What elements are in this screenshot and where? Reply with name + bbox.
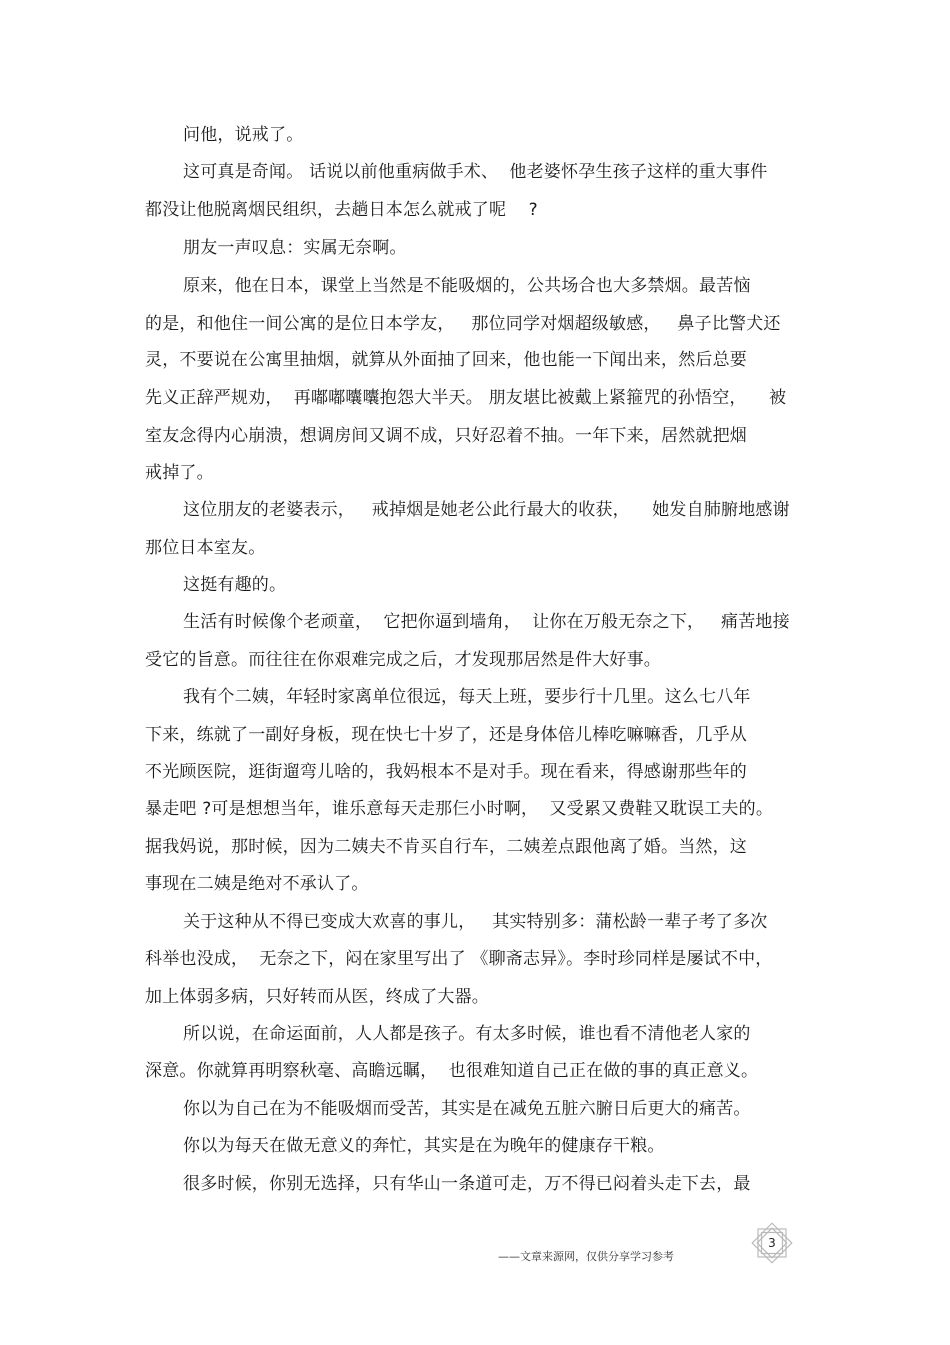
body-line: 加上体弱多病，只好转而从医，终成了大器。 (145, 987, 489, 1007)
body-line: 你以为每天在做无意义的奔忙，其实是在为晚年的健康存干粮。 (183, 1136, 665, 1156)
footer-source-note: ——文章来源网，仅供分享学习参考 (498, 1250, 674, 1263)
body-line: 问他，说戒了。 (183, 125, 304, 145)
body-line: 那位日本室友。 (145, 538, 266, 558)
body-line: 都没让他脱离烟民组织，去趟日本怎么就戒了呢 ? (145, 200, 538, 220)
body-line: 不光顾医院，逛街遛弯儿啥的，我妈根本不是对手。现在看来，得感谢那些年的 (145, 762, 747, 782)
body-line: 这挺有趣的。 (183, 575, 287, 595)
body-line: 先义正辞严规劝， 再嘟嘟囔囔抱怨大半天。 朋友堪比被戴上紧箍咒的孙悟空， 被 (145, 388, 787, 408)
body-line: 戒掉了。 (145, 463, 214, 483)
body-line: 据我妈说，那时候，因为二姨夫不肯买自行车，二姨差点跟他离了婚。当然，这 (145, 837, 747, 857)
body-line: 原来，他在日本，课堂上当然是不能吸烟的，公共场合也大多禁烟。最苦恼 (183, 276, 751, 296)
body-line: 灵，不要说在公寓里抽烟，就算从外面抽了回来，他也能一下闻出来，然后总要 (145, 350, 747, 370)
body-line: 事现在二姨是绝对不承认了。 (145, 874, 369, 894)
body-line: 受它的旨意。而往往在你艰难完成之后，才发现那居然是件大好事。 (145, 650, 661, 670)
body-line: 下来，练就了一副好身板，现在快七十岁了，还是身体倍儿棒吃嘛嘛香，几乎从 (145, 725, 747, 745)
body-line: 这可真是奇闻。 话说以前他重病做手术、 他老婆怀孕生孩子这样的重大事件 (183, 162, 768, 182)
body-line: 你以为自己在为不能吸烟而受苦，其实是在减免五脏六腑日后更大的痛苦。 (183, 1099, 751, 1119)
page-number-badge (748, 1219, 796, 1267)
body-line: 很多时候，你别无选择，只有华山一条道可走，万不得已闷着头走下去，最 (183, 1174, 751, 1194)
body-line: 所以说，在命运面前，人人都是孩子。有太多时候，谁也看不清他老人家的 (183, 1024, 751, 1044)
body-line: 的是，和他住一间公寓的是位日本学友， 那位同学对烟超级敏感， 鼻子比警犬还 (145, 314, 781, 334)
body-line: 我有个二姨，年轻时家离单位很远，每天上班，要步行十几里。这么七八年 (183, 687, 751, 707)
body-line: 关于这种从不得已变成大欢喜的事儿， 其实特别多：蒲松龄一辈子考了多次 (183, 912, 768, 932)
body-line: 室友念得内心崩溃，想调房间又调不成，只好忍着不抽。一年下来，居然就把烟 (145, 426, 747, 446)
body-line: 朋友一声叹息：实属无奈啊。 (183, 238, 407, 258)
body-line: 生活有时候像个老顽童， 它把你逼到墙角， 让你在万般无奈之下， 痛苦地接 (183, 612, 790, 632)
body-line: 这位朋友的老婆表示， 戒掉烟是她老公此行最大的收获， 她发自肺腑地感谢 (183, 500, 790, 520)
body-line: 深意。你就算再明察秋毫、高瞻远瞩， 也很难知道自己正在做的事的真正意义。 (145, 1061, 759, 1081)
body-line: 科举也没成， 无奈之下，闷在家里写出了 《聊斋志异》。李时珍同样是屡试不中， (145, 949, 773, 969)
body-line: 暴走吧 ?可是想想当年，谁乐意每天走那仨小时啊， 又受累又费鞋又耽误工夫的。 (145, 799, 774, 819)
page-number: 3 (768, 1236, 776, 1250)
